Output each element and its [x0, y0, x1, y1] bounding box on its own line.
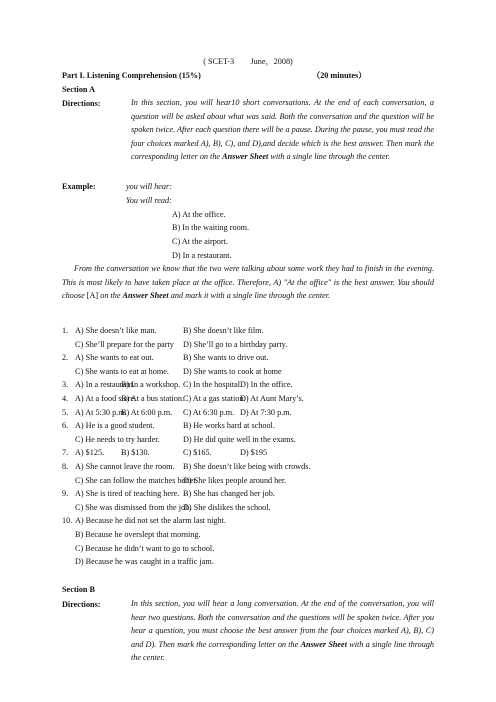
- part1-time: （20 minutes）: [312, 71, 367, 80]
- option-c: C) $165.: [183, 448, 212, 458]
- option-d: D) $195: [240, 448, 268, 458]
- section-a-heading: Section A: [62, 85, 95, 94]
- option-d: D) He did quite well in the exams.: [183, 434, 296, 444]
- option-c: C) At 6:30 p.m.: [183, 407, 235, 417]
- option-c: C) Because he didn’t want to go to school.: [75, 543, 215, 553]
- option-a: A) In a restaurant.: [75, 380, 135, 390]
- option-b: B) At 6:00 p.m.: [121, 407, 173, 417]
- option-a: A) She wants to eat out.: [75, 353, 154, 363]
- section-a-directions-text: In this section, you will hear10 short conversations. At the end of each conversation, a question will be asked about what was said. Both the conversation and the question will be spoken twice. After each question there will be a pause. During the pause, you must read the four choices marked A), B), C), and D),and decide which is the best answer. Then mark the corresponding letter on the Answer Sheet with a single line through the center.: [131, 98, 434, 162]
- question-number: 2.: [62, 353, 69, 363]
- option-d: D) In the office.: [240, 380, 293, 390]
- exam-header: [0, 56, 496, 67]
- example-choice-c: C) At the airport.: [172, 237, 228, 246]
- example-choice-b: B) In the waiting room.: [172, 223, 250, 232]
- example-choice-a: A) At the office.: [172, 210, 226, 219]
- option-a: A) She doesn’t like man.: [75, 326, 157, 335]
- option-d: D) She wants to cook at home: [183, 366, 282, 376]
- option-b: B) At a bus station.: [121, 394, 184, 403]
- option-b: B) In a workshop.: [121, 380, 181, 390]
- option-b: B) $130.: [121, 448, 150, 458]
- option-a: A) Because he did not set the alarm last night.: [75, 516, 226, 526]
- option-b: B) She doesn’t like film.: [183, 326, 264, 335]
- option-c: C) She can follow the matches better.: [75, 475, 198, 485]
- option-d: D) At 7:30 p.m.: [240, 407, 292, 417]
- section-a-directions-label: Directions:: [62, 99, 101, 108]
- question-number: 4.: [62, 394, 69, 403]
- option-a: A) $125.: [75, 448, 105, 458]
- option-c: C) She was dismissed from the job.: [75, 502, 192, 512]
- option-b: B) He works hard at school.: [183, 421, 275, 431]
- option-a: A) At a food store.: [75, 394, 137, 403]
- option-c: C) She wants to eat at home.: [75, 366, 169, 376]
- section-b-directions-text: In this section, you will hear a long conversation. At the end of the conversation, you will hear two questions. Both the conversation and the questions will be spoken twice. After you hear a question, you must choose the best answer from the four choices marked A), B), C) and D). Then mark the corresponding letter on the Answer Sheet with a single line through the center.: [131, 599, 434, 663]
- option-b: B) She wants to drive out.: [183, 353, 269, 363]
- option-a: A) She cannot leave the room.: [75, 462, 175, 471]
- option-b: B) She doesn’t like being with crowds.: [183, 462, 311, 471]
- example-label: Example:: [62, 182, 96, 191]
- section-b-heading: Section B: [62, 585, 95, 594]
- option-b: B) Because he overslept that morning.: [75, 530, 201, 539]
- section-b-directions-label: Directions:: [62, 600, 101, 609]
- example-explanation: From the conversation we know that the two were talking about some work they had to finish in the evening. This is most likely to have taken place at the office. Therefore, A) "At the office" is the best answer. You should choose [A] on the Answer Sheet and mark it with a single line through the center.: [62, 264, 434, 301]
- exam-date: June，2008): [250, 57, 293, 66]
- option-a: A) She is tired of teaching here.: [75, 489, 180, 499]
- option-b: B) She has changed her job.: [183, 489, 275, 499]
- option-c: C) At a gas station.: [183, 394, 246, 403]
- question-number: 7.: [62, 448, 69, 458]
- example-choice-d: D) In a restaurant.: [172, 251, 232, 260]
- part1-title: Part I. Listening Comprehension (15%): [62, 71, 201, 80]
- option-c: C) In the hospital.: [183, 380, 243, 390]
- option-a: A) He is a good student.: [75, 421, 155, 431]
- example-hear: you will hear:: [126, 182, 172, 191]
- question-number: 3.: [62, 380, 69, 390]
- question-number: 9.: [62, 489, 69, 499]
- example-read: You will read:: [126, 196, 172, 205]
- option-a: A) At 5:30 p.m.: [75, 407, 127, 417]
- option-d: D) She dislikes the school.: [183, 502, 271, 512]
- option-c: C) He needs to try harder.: [75, 434, 160, 444]
- question-number: 8.: [62, 462, 69, 471]
- exam-code: ( SCET-3: [203, 57, 235, 66]
- option-d: D) Because he was caught in a traffic jam.: [75, 557, 214, 567]
- question-number: 1.: [62, 326, 69, 335]
- option-d: D) She likes people around her.: [183, 475, 287, 485]
- option-c: C) She’ll prepare for the party: [75, 339, 174, 349]
- question-number: 5.: [62, 407, 69, 417]
- question-number: 10.: [62, 516, 73, 526]
- option-d: D) At Aunt Mary’s.: [240, 394, 304, 403]
- option-d: D) She’ll go to a birthday party.: [183, 339, 288, 349]
- question-number: 6.: [62, 421, 69, 431]
